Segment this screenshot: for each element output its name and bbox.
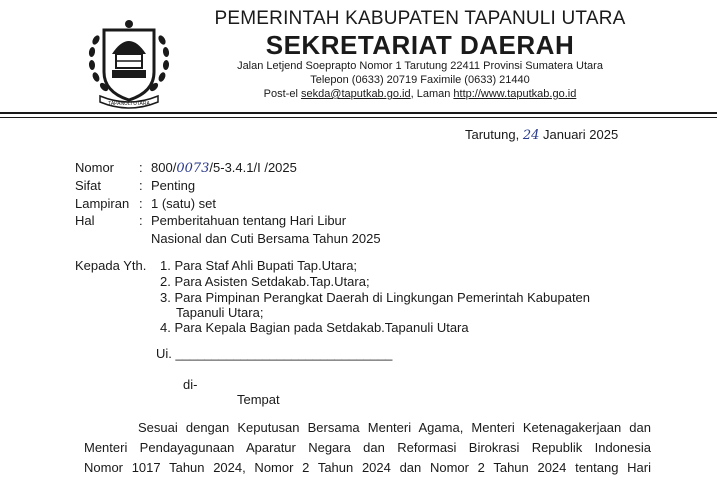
body-paragraph (84, 418, 651, 478)
recipient-item: 2. Para Asisten Setdakab.Tap.Utara; (160, 274, 370, 289)
date-place: Tarutung, (465, 127, 520, 142)
letterhead-rule-thin (0, 117, 717, 118)
body-line-2: Menteri Pendayagunaan Aparatur Negara dan Reformasi Birokrasi Republik Indonesia (84, 440, 651, 455)
letterhead-rule-thick (0, 112, 717, 114)
address-line-1: Jalan Letjend Soeprapto Nomor 1 Tarutung 22411 Provinsi Sumatera Utara (237, 60, 603, 72)
cc-line: Ui. ______________________________ (156, 346, 393, 361)
number-colon: : (139, 160, 143, 175)
email-label: Post-el (263, 88, 301, 100)
number-handwritten: 0073 (176, 161, 210, 176)
recipient-item-continuation: Tapanuli Utara; (176, 305, 264, 320)
attachment-colon: : (139, 196, 143, 211)
address-line-2: Telepon (0633) 20719 Faximile (0633) 21440 (310, 74, 530, 86)
subject-colon: : (139, 213, 143, 228)
date-day-handwritten: 24 (522, 128, 540, 143)
body-line-1: Sesuai dengan Keputusan Bersama Menteri Agama, Menteri Ketenagakerjaan dan (138, 420, 651, 435)
office-name: SEKRETARIAT DAERAH (265, 30, 575, 60)
subject-line-2: Nasional dan Cuti Bersama Tahun 2025 (151, 231, 381, 246)
web-label: , Laman (410, 88, 454, 100)
government-name: PEMERINTAH KABUPATEN TAPANULI UTARA (214, 8, 626, 29)
recipient-label: Kepada Yth. (75, 258, 147, 273)
number-suffix: /5-3.4.1/I /2025 (209, 160, 297, 175)
number-label: Nomor (75, 160, 115, 175)
letter-number (151, 160, 297, 176)
letter-date (465, 127, 618, 143)
nature-colon: : (139, 178, 143, 193)
nature-value: Penting (151, 178, 196, 193)
recipient-item: 1. Para Staf Ahli Bupati Tap.Utara; (160, 258, 358, 273)
office-address (205, 59, 635, 101)
date-month-year: Januari 2025 (543, 127, 619, 142)
body-line-3: Nomor 1017 Tahun 2024, Nomor 2 Tahun 2024 dan Nomor 2 Tahun 2024 tentang Hari (84, 460, 651, 475)
logo-ribbon-text: TAPANULI UTARA (108, 101, 150, 107)
regency-emblem-logo (82, 10, 176, 110)
attachment-label: Lampiran (75, 196, 130, 211)
number-prefix: 800/ (151, 160, 177, 175)
subject-line-1: Pemberitahuan tentang Hari Libur (151, 213, 347, 228)
place-label: Tempat (237, 392, 280, 407)
contact-line (205, 87, 635, 101)
nature-label: Sifat (75, 178, 102, 193)
recipient-item: 4. Para Kepala Bagian pada Setdakab.Tapanuli Utara (160, 320, 469, 335)
di-label: di- (183, 377, 198, 392)
subject-label: Hal (75, 213, 95, 228)
recipient-item: 3. Para Pimpinan Perangkat Daerah di Lingkungan Pemerintah Kabupaten (160, 290, 591, 305)
email-link[interactable]: sekda@taputkab.go.id (300, 88, 411, 100)
website-link[interactable]: http://www.taputkab.go.id (453, 88, 577, 100)
attachment-value: 1 (satu) set (151, 196, 217, 211)
